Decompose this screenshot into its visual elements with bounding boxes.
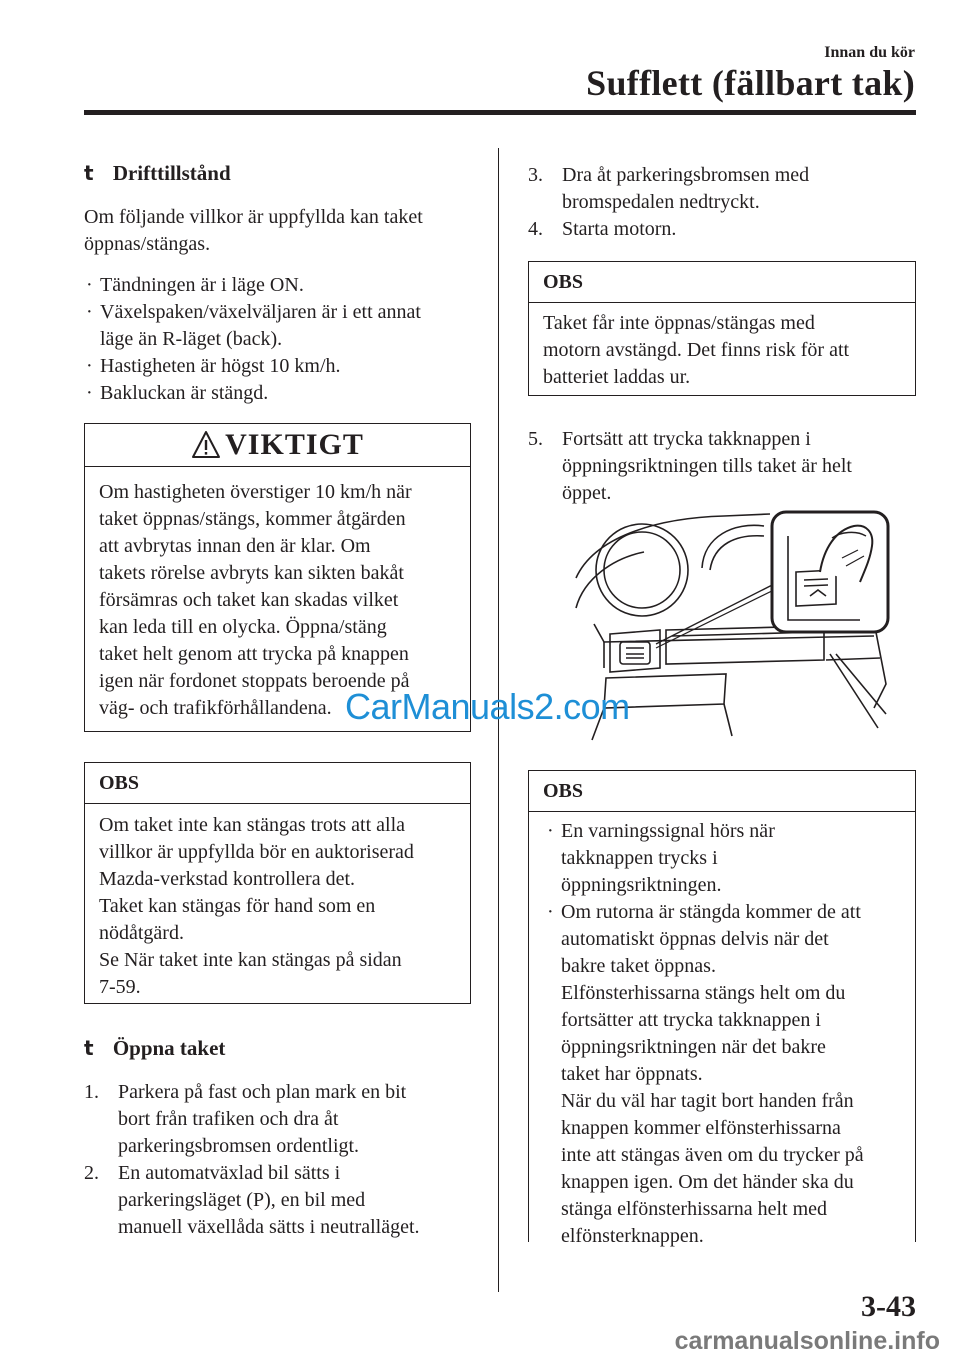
section-heading-oppna-taket: t Öppna taket <box>84 1036 226 1060</box>
page-number: 3-43 <box>861 1290 916 1323</box>
note-text: Taket får inte öppnas/stängas med motorn avstängd. Det finns risk för att batteriet laddas ur. <box>543 312 850 388</box>
steps-list-right <box>528 162 928 243</box>
note-box-left <box>84 762 471 1004</box>
warning-title: VIKTIGT <box>225 428 364 461</box>
list-item: · Tändningen är i läge ON. <box>86 274 304 296</box>
step-item: 5. Fortsätt att trycka takknappen i öppningsriktningen tills taket är helt öppet. <box>528 428 852 504</box>
note-title: OBS <box>85 763 470 804</box>
step-item: 3. Dra åt parkeringsbromsen med bromspedalen nedtryckt. <box>528 164 810 213</box>
steps-list-left <box>84 1079 489 1241</box>
step-5 <box>528 426 928 507</box>
section-bullet-icon: t <box>84 1036 94 1060</box>
note-text <box>529 812 915 1250</box>
header-divider <box>84 110 916 115</box>
warning-header <box>85 424 470 467</box>
note-text: Om taket inte kan stängas trots att alla villkor är uppfyllda bör en auktoriserad Mazda-verkstad kontrollera det. Taket kan stängas för hand som en nödåtgärd. Se När taket inte kan stängas på sidan 7-59. <box>99 814 414 998</box>
page-title: Sufflett (fällbart tak) <box>586 63 915 103</box>
list-item: · Hastigheten är högst 10 km/h. <box>86 355 341 377</box>
warning-triangle-icon <box>191 430 221 460</box>
watermark-footer: carmanualsonline.info <box>674 1327 940 1355</box>
section-bullet-icon: t <box>84 161 94 185</box>
step-item: 4. Starta motorn. <box>528 218 677 240</box>
note-box-right-1 <box>528 261 916 396</box>
warning-text: Om hastigheten överstiger 10 km/h när taket öppnas/stängs, kommer åtgärden att avbrytas innan den är klar. Om takets rörelse avbryts kan sikten bakåt försämras och taket kan skadas vilket kan leda till en olycka. Öppna/stäng taket helt genom att trycka på knappen igen när fordonet stoppats beroende på väg- och trafikförhållandena. <box>99 481 412 719</box>
watermark-center: CarManuals2.com <box>345 686 630 727</box>
list-item: · Om rutorna är stängda kommer de att automatiskt öppnas delvis när det bakre taket öppnas. Elfönsterhissarna stängs helt om du fortsätter att trycka takknappen i öppningsriktningen när det bakre taket har öppnats. När du väl har tagit bort handen från knappen kommer elfönsterhissarna inte att stängas även om du trycker på knappen igen. Om det händer ska du stänga elfönsterhissarna helt med elfönsterknappen. <box>547 901 864 1247</box>
list-item: · Bakluckan är stängd. <box>86 382 269 404</box>
note-title: OBS <box>529 262 915 303</box>
step-item: 1. Parkera på fast och plan mark en bit bort från trafiken och dra åt parkeringsbromsen ordentligt. <box>84 1081 407 1157</box>
section-intro: Om följande villkor är uppfyllda kan taket öppnas/stängas. <box>84 206 423 255</box>
list-item: · En varningssignal hörs när takknappen trycks i öppningsriktningen. <box>547 820 775 896</box>
section-heading-drifttillstand: t Drifttillstånd <box>84 161 231 185</box>
note-title: OBS <box>529 771 915 812</box>
step-item: 2. En automatväxlad bil sätts i parkeringsläget (P), en bil med manuell växellåda sätts i neutralläget. <box>84 1162 420 1238</box>
list-item: · Växelspaken/växelväljaren är i ett annat läge än R-läget (back). <box>86 301 421 350</box>
chapter-label: Innan du kör <box>824 44 915 61</box>
note-box-right-2 <box>528 770 916 1247</box>
condition-list <box>84 272 484 407</box>
